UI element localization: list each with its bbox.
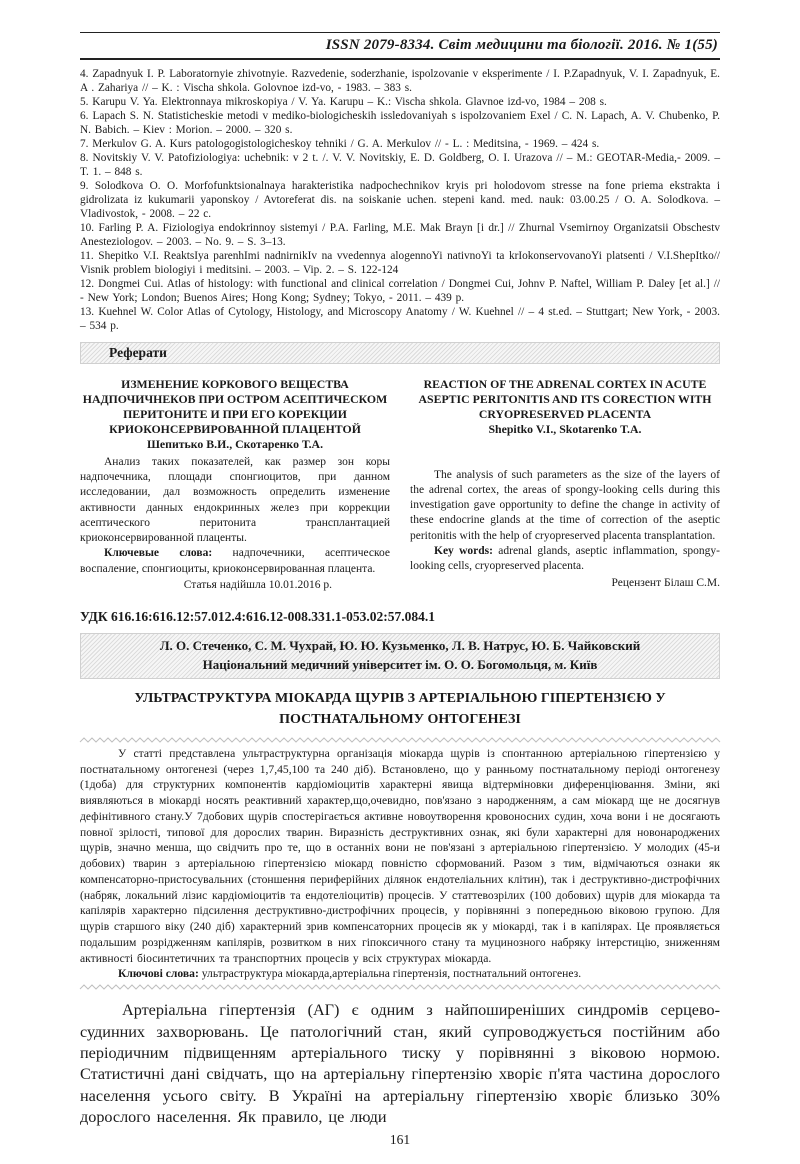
referaty-banner-label: Реферати: [109, 345, 167, 360]
abstract-title-ru: ИЗМЕНЕНИЕ КОРКОВОГО ВЕЩЕСТВА НАДПОЧИЧНЕКОВ ПРИ ОСТРОМ АСЕПТИЧЕСКОМ ПЕРИТОНИТЕ И ПРИ ЕГО КОРЕКЦИИ КРИОКОНСЕРВИРОВАННОЙ ПЛАЦЕНТОЙ: [82, 377, 388, 437]
reference-item: 10. Farling P. A. Fiziologiya endokrinnoy sistemyi / P.A. Farling, M.E. Mak Brayn [i dr.] // Zhurnal Vsemirnoy Organizatsii Obschestv Anesteziologov. – 2003. – No. 9. – S. 3–13.: [80, 222, 720, 248]
abstract-authors-en: Shepitko V.I., Skotarenko T.A.: [488, 422, 642, 437]
keywords-text-en: adrenal glands, aseptic inflammation, spongy-looking cells, cryopreserved placenta.: [410, 545, 720, 573]
abstract-body-en: The analysis of such parameters as the size of the layers of the adrenal cortex, the areas of spongy-looking cells during this investigation gave opportunity to define the change in activity of these endocrine glands at the time of correction of the aseptic peritonitis with the help of cryopreserved placenta transplantation.: [410, 468, 720, 542]
page-number: 161: [389, 1132, 411, 1148]
reference-item: 9. Solodkova O. O. Morfofunktsionalnaya harakteristika nadpochechnikov kryis pri holodovom stresse na fone priema ekstrakta i gidrolizata iz kukumarii yaponskoy / Avtoreferat dis. na soiskanie uchen. stepeni kand. med. nauk: 03.00.25 / O. A. Solodkova. – Vladivostok, - 2008. – 22 c.: [80, 180, 720, 220]
abstract-column-english: [410, 377, 720, 593]
article-received-date: Статья надійшла 10.01.2016 р.: [183, 578, 332, 591]
reference-item: 6. Lapach S. N. Statisticheskie metodi v mediko-biologicheskih issledovaniyah s ispolzovaniem Exel / C. N. Lapach, A. V. Chubenko, P. N. Babich. – Kiev : Morion. – 2000. – 320 s.: [80, 110, 720, 136]
article-keywords-label: Ключові слова:: [118, 967, 199, 981]
reference-item: 12. Dongmei Cui. Atlas of histology: with functional and clinical correlation / Dongmei Cui, Johnv P. Naftel, William P. Daley [et al.] // - New York; London; Buenos Aires; Hong Kong; Sydney; Tokyo, - 2011. – 439 p.: [80, 278, 720, 304]
keywords-label-en: Key words:: [434, 545, 493, 558]
journal-header: [80, 32, 720, 60]
article-body-paragraph: Артеріальна гіпертензія (АГ) є одним з найпоширеніших синдромів серцево-судинних захворювань. Це патологічний стан, який супроводжується постійним або періодичним підвищенням артеріального тиску у порівнянні з віковою нормою. Статистичні дані свідчать, що на артеріальну гіпертензію хворіє п'ята частина дорослого населення усього світу. В Україні на артеріальну гіпертензію хворіє близько 30% дорослого населення. Як правило, це люди: [80, 1001, 720, 1127]
reference-item: 8. Novitskiy V. V. Patofiziologiya: uchebnik: v 2 t. /. V. V. Novitskiy, E. D. Goldberg, O. I. Urazova // – M.: GEOTAR-Media,- 2009. – T. 1. – 848 s.: [80, 152, 720, 178]
zigzag-divider-top: [80, 737, 720, 743]
keywords-label-ru: Ключевые слова:: [104, 547, 213, 560]
reference-item: 5. Karupu V. Ya. Elektronnaya mikroskopiya / V. Ya. Karupu – K.: Vischa shkola. Glavnoe izd-vo, 1984 – 208 s.: [80, 96, 607, 108]
udc-line: УДК 616.16:616.12:57.012.4:616.12-008.331.1-053.02:57.084.1: [80, 609, 435, 625]
article-keywords-text: ультраструктура міокарда,артеріальна гіпертензія, постнатальний онтогенез.: [198, 967, 582, 981]
reference-item: 11. Shepitko V.I. ReaktsIya parenhImi nadnirnikIv na vvedennya alogennoYi nativnoYi ta krIokonservovanoYi platsenti / V.I.ShepItko// Visnik problem biologiyi i meditsini. – 2003. – Vip. 2. – S. 122-124: [80, 250, 720, 276]
abstract-keywords-ru: [80, 546, 390, 577]
article-title: УЛЬТРАСТРУКТУРА МІОКАРДА ЩУРІВ З АРТЕРІАЛЬНОЮ ГІПЕРТЕНЗІЄЮ У ПОСТНАТАЛЬНОМУ ОНТОГЕНЕЗІ: [134, 690, 666, 727]
reference-item: 13. Kuehnel W. Color Atlas of Cytology, Histology, and Microscopy Anatomy / W. Kuehnel // – 4 st.ed. – Stuttgart; New York, - 2003. – 534 p.: [80, 306, 720, 332]
abstracts-section: [80, 377, 720, 593]
authors-banner: [80, 633, 720, 679]
abstract-authors-ru: Шепитько В.И., Скотаренко Т.А.: [146, 437, 324, 452]
article-affiliation: Національний медичний університет ім. О. О. Богомольця, м. Київ: [202, 656, 598, 672]
journal-page: [0, 32, 800, 1164]
reference-item: 4. Zapadnyuk I. P. Laboratornyie zhivotnyie. Razvedenie, soderzhanie, ispolzovanie v eksperimente / I. P.Zapadnyuk, V. I. Zapadnyuk, E. A . Zahariya // – K. : Vischa shkola. Golovnoe izd-vo, - 1983. – 383 s.: [80, 68, 720, 94]
abstract-column-russian: [80, 377, 390, 593]
abstract-body-ru: Анализ таких показателей, как размер зон коры надпочечника, площади спонгиоцитов, при данном исследовании, дал возможность определить изменение активности данных ендокринных желез при коррекции асептического перитонита трансплантацией криоконсервированной плаценты.: [80, 455, 390, 545]
keywords-text-ru: надпочечники, асептическое воспаление, спонгиоциты, криоконсервированная плацента.: [80, 547, 391, 575]
reference-item: 7. Merkulov G. A. Kurs patologogistologicheskoy tehniki / G. A. Merkulov // - L. : Meditsina, - 1969. – 424 s.: [80, 138, 600, 150]
references-list: [80, 67, 720, 333]
article-abstract: У статті представлена ультраструктурна організація міокарда щурів із спонтанною артеріальною гіпертензією у постнатальному онтогенезі (через 1,7,45,100 та 240 діб). Встановлено, що у ранньому постнатальному періоді онтогенезу (1доба) для структурних компонентів кардіоміоцитів характерні явища відтермінoвки диференціювання. Зміни, які виявляються в міокарді носять реактивний характер,що,очевидно, пов'язано з народженням, а сам міокард ще не досягнув дефінітивного стану.У 7добових щурів спостерігається активне новоутворення кровоносних судин, хоча вони і не досягають повної зрілості, типової для дорослих тварин. Виразність деструктивних ознак, які були характерні для новонароджених щурів, значно менша, що свідчить про те, що в останніх вони не пов'язані з артеріальною гіпертензією. У молодих (45-и добових) тварин з артеріальною гіпертензією міокард повністю сформований. Разом з тим, відмічаються ознаки як компенсаторно-пристосувальних (стоншення периферійних ділянок ендотеліальних клітин), так і деструктивно-дистрофічних (набряк, локальний лізис кардіоміоцитів та ендотеліоцитів) процесів. У статтевозрілих (100 добових) щурів для міокарда та капілярів характерно підсилення деструктивно-дистрофічних процесів, у порівнянні з попередньою віковою групою. Для щурів старшого віку (240 діб) характерний зрив компенсаторних процесів як у міокарді, так і в капілярах. Це проявляється подальшим розрідженням капілярів, розвитком в них гіпоксичного стану та муцинозного набряку інтерстицію, зниженням активності біосинтетичних та транспортних процесів у всіх структурах міокарда.: [80, 746, 720, 965]
zigzag-divider-bottom: [80, 984, 720, 990]
referaty-banner: [80, 342, 720, 364]
article-authors: Л. О. Стеченко, С. М. Чухрай, Ю. Ю. Кузьменко, Л. В. Натрус, Ю. Б. Чайковский: [159, 638, 641, 654]
abstract-title-en: REACTION OF THE ADRENAL CORTEX IN ACUTE ASEPTIC PERITONITIS AND ITS CORECTION WITH CRYOPRESERVED PLACENTA: [418, 377, 712, 422]
abstract-keywords-en: [410, 544, 720, 575]
article-keywords: [80, 966, 720, 982]
reviewer-line: Рецензент Білаш С.М.: [611, 576, 720, 589]
issn-line: ISSN 2079-8334. Світ медицини та біології. 2016. № 1(55): [325, 37, 718, 53]
